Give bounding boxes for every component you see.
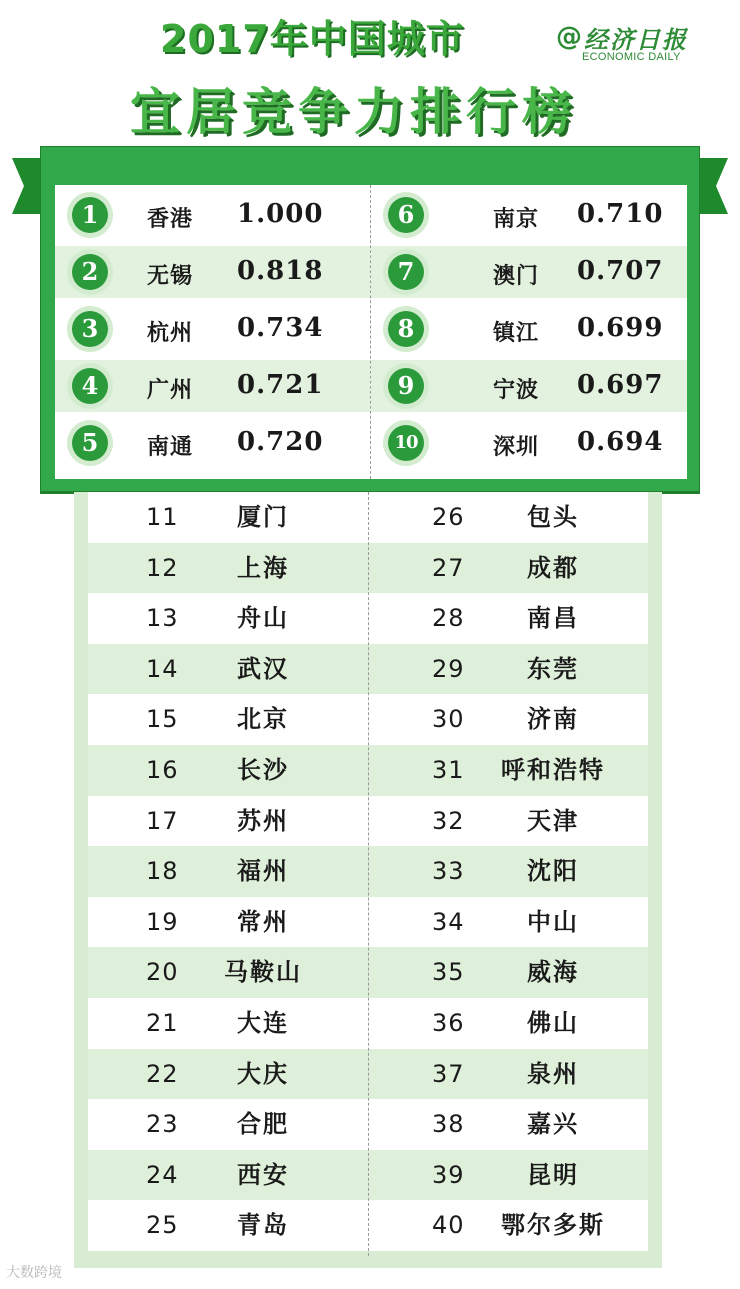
rank-number: 4 xyxy=(72,368,108,404)
title-line-1: 2017年中国城市 xyxy=(160,17,465,61)
city-name: 长沙 xyxy=(237,756,289,784)
rank-number: 33 xyxy=(432,857,465,886)
rank-number: 7 xyxy=(388,254,424,290)
score-value: 0.699 xyxy=(577,313,664,343)
rank-number: 37 xyxy=(432,1059,465,1088)
rank-badge xyxy=(67,192,113,238)
top-rank-row xyxy=(371,360,687,412)
city-name: 济南 xyxy=(527,705,579,734)
score-value: 0.710 xyxy=(577,199,664,229)
rank-number: 28 xyxy=(432,604,465,633)
city-name: 中山 xyxy=(527,907,579,936)
top-rank-row xyxy=(55,417,370,469)
rank-table-panel xyxy=(74,492,662,1268)
rank-badge xyxy=(67,420,113,466)
score-value: 0.707 xyxy=(577,256,664,286)
city-name: 福州 xyxy=(237,857,289,886)
city-name: 镇江 xyxy=(493,321,540,346)
rank-number: 15 xyxy=(146,705,179,734)
rank-number: 19 xyxy=(146,907,179,936)
rank-badge xyxy=(383,306,429,352)
city-name: 马鞍山 xyxy=(224,958,302,987)
rank-number: 34 xyxy=(432,907,465,936)
top-rank-row xyxy=(55,303,370,355)
column-divider xyxy=(368,492,369,1256)
rank-number: 6 xyxy=(388,197,424,233)
rank-number: 14 xyxy=(146,654,179,683)
city-name: 包头 xyxy=(527,503,579,531)
rank-number: 31 xyxy=(432,756,465,784)
rank-number: 30 xyxy=(432,705,465,734)
top-ten-list xyxy=(55,185,687,479)
rank-number: 26 xyxy=(432,503,465,531)
brand-english-name: ECONOMIC DAILY xyxy=(582,51,681,63)
rank-number: 11 xyxy=(146,503,179,531)
city-name: 南昌 xyxy=(527,604,579,633)
rank-number: 17 xyxy=(146,806,179,835)
rank-number: 23 xyxy=(146,1110,179,1139)
rank-number: 36 xyxy=(432,1009,465,1037)
city-name: 上海 xyxy=(237,553,289,582)
city-name: 南通 xyxy=(147,435,194,460)
city-name: 成都 xyxy=(527,553,579,582)
top-rank-row xyxy=(55,246,370,298)
rank-number: 38 xyxy=(432,1110,465,1139)
rank-number: 39 xyxy=(432,1160,465,1189)
city-name: 合肥 xyxy=(237,1110,289,1139)
city-name: 北京 xyxy=(237,705,289,734)
top-rank-row xyxy=(371,246,687,298)
city-name: 南京 xyxy=(493,207,540,232)
city-name: 宁波 xyxy=(493,378,540,403)
rank-number: 9 xyxy=(388,368,424,404)
brand-at-sign: @ xyxy=(556,22,582,52)
city-name: 舟山 xyxy=(237,604,289,633)
city-name: 武汉 xyxy=(237,654,289,683)
city-name: 青岛 xyxy=(237,1211,289,1240)
brand-chinese-name: 经济日报 xyxy=(584,25,688,54)
watermark xyxy=(6,1262,62,1282)
city-name: 西安 xyxy=(237,1160,289,1189)
top-rank-row xyxy=(55,360,370,412)
city-name: 大连 xyxy=(237,1009,289,1037)
city-name: 呼和浩特 xyxy=(501,756,605,784)
score-value: 0.734 xyxy=(237,313,324,343)
city-name: 澳门 xyxy=(493,264,540,289)
rank-number: 5 xyxy=(72,425,108,461)
rank-badge xyxy=(67,306,113,352)
rank-number: 20 xyxy=(146,958,179,987)
city-name: 泉州 xyxy=(527,1059,579,1088)
city-name: 厦门 xyxy=(237,503,289,531)
rank-number: 1 xyxy=(72,197,108,233)
city-name: 嘉兴 xyxy=(527,1110,579,1139)
top-ten-panel xyxy=(40,146,700,492)
rank-number: 13 xyxy=(146,604,179,633)
top-rank-row xyxy=(371,417,687,469)
rank-number: 8 xyxy=(388,311,424,347)
city-name: 东莞 xyxy=(527,654,579,683)
city-name: 威海 xyxy=(527,958,579,987)
city-name: 鄂尔多斯 xyxy=(501,1211,605,1240)
rank-number: 35 xyxy=(432,958,465,987)
rank-number: 2 xyxy=(72,254,108,290)
rank-badge xyxy=(383,363,429,409)
rank-number: 10 xyxy=(388,425,424,461)
rank-number: 22 xyxy=(146,1059,179,1088)
score-value: 0.818 xyxy=(237,256,324,286)
rank-number: 18 xyxy=(146,857,179,886)
title-line-2: 宜居竞争力排行榜 xyxy=(130,83,578,141)
rank-number: 16 xyxy=(146,756,179,784)
rank-table xyxy=(88,492,648,1256)
city-name: 香港 xyxy=(147,207,194,232)
rank-badge xyxy=(383,420,429,466)
rank-number: 3 xyxy=(72,311,108,347)
top-rank-row xyxy=(55,189,370,241)
rank-badge xyxy=(383,192,429,238)
rank-number: 32 xyxy=(432,806,465,835)
city-name: 常州 xyxy=(237,907,289,936)
score-value: 1.000 xyxy=(237,199,324,229)
top-rank-row xyxy=(371,189,687,241)
city-name: 杭州 xyxy=(147,321,194,346)
rank-number: 12 xyxy=(146,553,179,582)
rank-number: 40 xyxy=(432,1211,465,1240)
rank-number: 29 xyxy=(432,654,465,683)
city-name: 无锡 xyxy=(147,264,194,289)
city-name: 广州 xyxy=(147,378,194,403)
city-name: 佛山 xyxy=(527,1009,579,1037)
score-value: 0.694 xyxy=(577,427,664,457)
rank-number: 25 xyxy=(146,1211,179,1240)
city-name: 天津 xyxy=(527,806,579,835)
economic-daily-logo xyxy=(556,20,706,70)
score-value: 0.697 xyxy=(577,370,664,400)
rank-number: 21 xyxy=(146,1009,179,1037)
rank-number: 27 xyxy=(432,553,465,582)
city-name: 沈阳 xyxy=(527,857,579,886)
score-value: 0.721 xyxy=(237,370,324,400)
rank-badge xyxy=(383,249,429,295)
city-name: 大庆 xyxy=(237,1059,289,1088)
city-name: 苏州 xyxy=(237,806,289,835)
rank-badge xyxy=(67,249,113,295)
city-name: 昆明 xyxy=(527,1160,579,1189)
rank-badge xyxy=(67,363,113,409)
watermark-text: 大数跨境 xyxy=(6,1265,62,1281)
top-rank-row xyxy=(371,303,687,355)
score-value: 0.720 xyxy=(237,427,324,457)
city-name: 深圳 xyxy=(493,435,540,460)
rank-number: 24 xyxy=(146,1160,179,1189)
